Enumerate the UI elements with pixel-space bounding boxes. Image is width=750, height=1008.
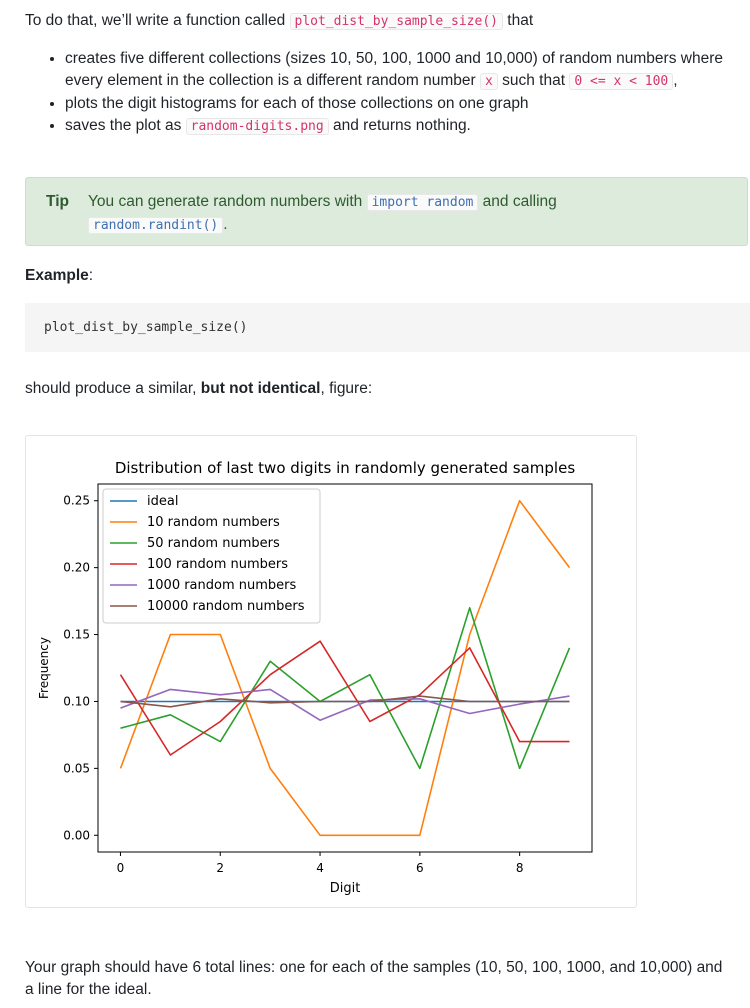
x-tick-label: 0 [116,861,125,875]
y-tick-label: 0.05 [63,761,90,776]
x-axis-label: Digit [329,881,361,896]
bullet1-text-post: , [673,72,678,89]
similar-paragraph [25,378,372,400]
chart-title: Distribution of last two digits in randomly generated samples [114,459,576,477]
list-item [65,115,750,138]
similar-text-pre: should produce a similar, [25,380,201,397]
intro-text-post: that [503,12,534,29]
requirements-list [25,48,750,138]
legend-label: 1000 random numbers [147,578,297,593]
y-axis-label: Frequency [37,637,51,699]
bullet1-text-pre: creates five different collections (sizes 10, 50, 100, 1000 and 10,000) of random numbers where every element in the collection is a different random number [65,50,723,89]
legend-label: 50 random numbers [147,536,280,551]
tip-text-mid: and calling [478,193,557,210]
figure-container [25,435,637,908]
x-tick-label: 2 [216,861,225,875]
intro-paragraph [25,10,533,33]
conclusion-paragraph: Your graph should have 6 total lines: one for each of the samples (10, 50, 100, 1000, and 10,000) and a line for the ideal. [25,959,723,998]
bullet3-text-post: and returns nothing. [328,117,471,134]
list-item [65,93,750,115]
y-tick-label: 0.15 [63,627,90,642]
similar-text-bold: but not identical [200,380,321,397]
similar-text-post: , figure: [320,380,373,397]
digit-distribution-chart [26,436,638,909]
y-tick-label: 0.10 [63,694,90,709]
bullet1-text-mid: such that [497,72,570,89]
series-line-3 [121,641,570,755]
legend-label: 10000 random numbers [147,599,305,614]
variable-x-code: x [480,73,498,90]
tip-text-post: . [223,216,228,233]
x-tick-label: 4 [316,861,324,875]
tip-callout [25,177,748,246]
tip-label: Tip [46,193,69,210]
series-line-2 [121,608,570,769]
example-heading [25,265,93,287]
randint-code: random.randint() [88,217,223,234]
example-colon: : [88,267,94,284]
y-tick-label: 0.20 [63,560,90,575]
x-tick-label: 8 [515,861,524,875]
tip-text-pre: You can generate random numbers with [88,193,367,210]
import-random-code: import random [367,194,479,211]
bullet3-text-pre: saves the plot as [65,117,186,134]
legend-label: 10 random numbers [147,515,280,530]
filename-code: random-digits.png [186,118,329,135]
function-name-code: plot_dist_by_sample_size() [290,13,504,30]
intro-text-pre: To do that, we’ll write a function called [25,12,290,29]
example-label: Example [25,267,89,284]
y-tick-label: 0.25 [63,493,90,508]
tip-text [88,191,688,237]
example-code-block: plot_dist_by_sample_size() [25,303,750,352]
range-condition-code: 0 <= x < 100 [569,73,673,90]
legend-label: 100 random numbers [147,557,289,572]
x-tick-label: 6 [416,861,424,875]
legend-label: ideal [147,494,179,509]
bullet2-text: plots the digit histograms for each of those collections on one graph [65,95,529,112]
y-tick-label: 0.00 [63,828,90,843]
list-item [65,48,750,93]
